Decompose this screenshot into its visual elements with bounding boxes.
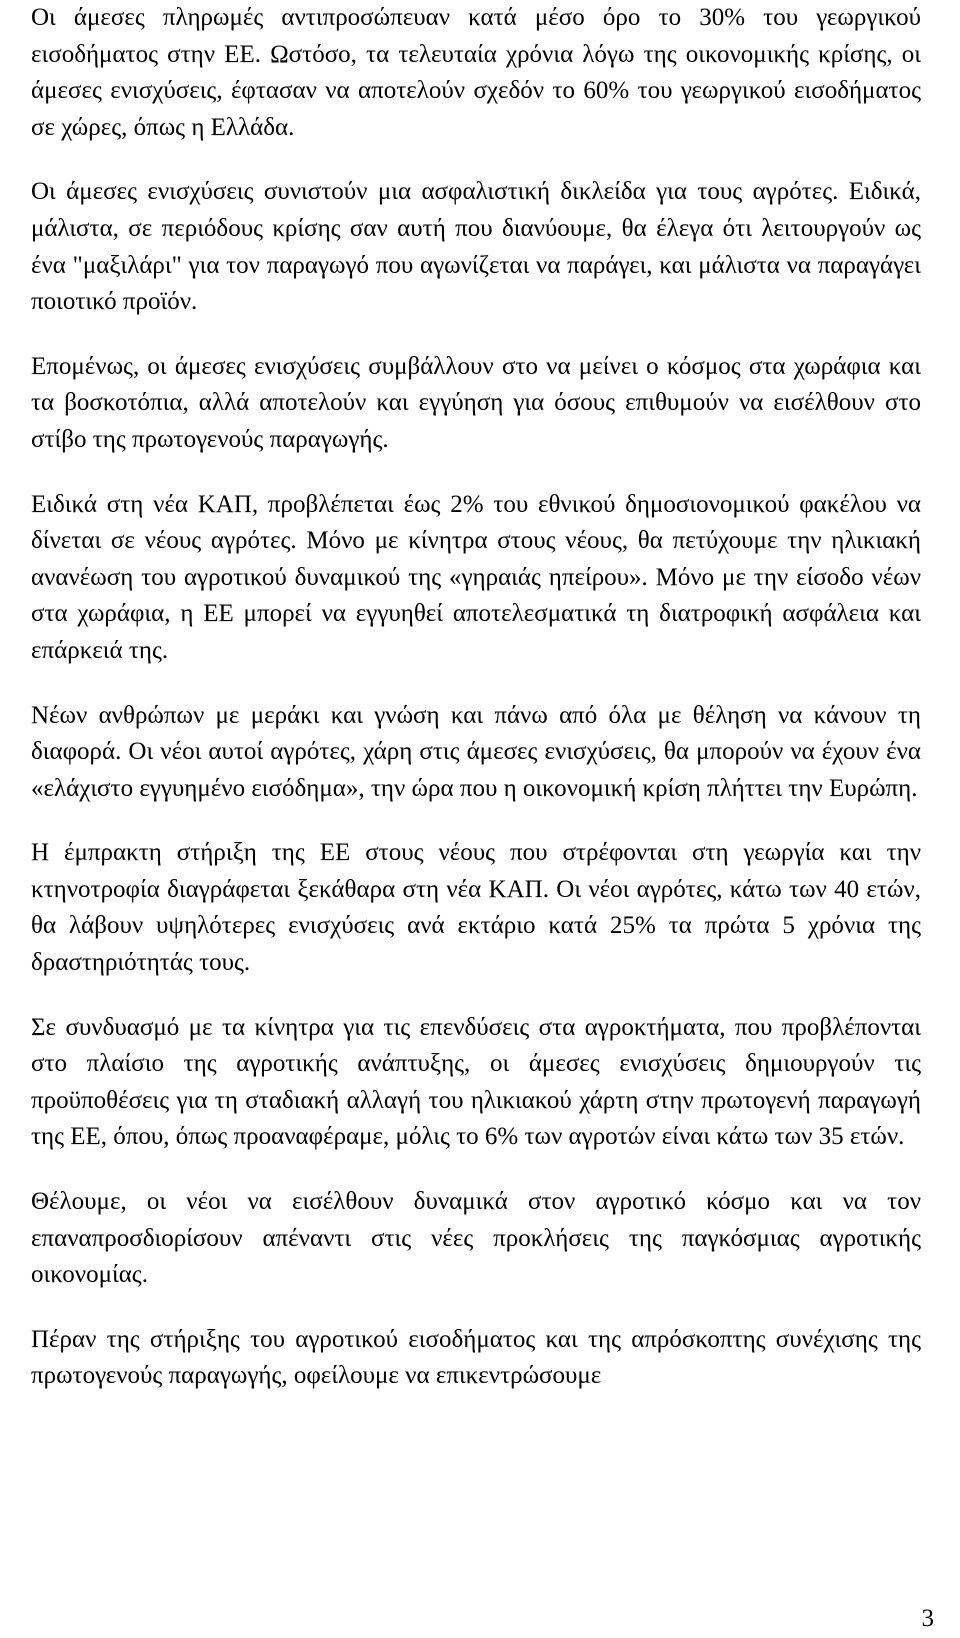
- paragraph-direct-payments-share: Οι άμεσες πληρωμές αντιπροσώπευαν κατά μέσο όρο το 30% του γεωργικού εισοδήματος στην ΕΕ. Ωστόσο, τα τελευταία χρόνια λόγω της οικονομικής κρίσης, οι άμεσες ενισχύσεις, έφτασαν να αποτελούν σχεδόν το 60% του γεωργικού εισοδήματος σε χώρες, όπως η Ελλάδα.: [31, 4, 921, 141]
- page-number: 3: [921, 1605, 934, 1632]
- paragraph-consequences: Επομένως, οι άμεσες ενισχύσεις συμβάλλουν στο να μείνει ο κόσμος στα χωράφια και τα βοσκοτόπια, αλλά αποτελούν και εγγύηση για όσους επιθυμούν να εισέλθουν στο στίβο της πρωτογενούς παραγωγής.: [31, 352, 921, 453]
- paragraph-eu-support: Η έμπρακτη στήριξη της ΕΕ στους νέους που στρέφονται στη γεωργία και την κτηνοτροφία διαγράφεται ξεκάθαρα στη νέα ΚΑΠ. Οι νέοι αγρότες, κάτω των 40 ετών, θα λάβουν υψηλότερες ενισχύσεις ανά εκτάριο κατά 25% τα πρώτα 5 χρόνια της δραστηριότητάς τους.: [31, 839, 921, 977]
- paragraph-investment-incentives: Σε συνδυασμό με τα κίνητρα για τις επενδύσεις στα αγροκτήματα, που προβλέπονται στο πλαίσιο της αγροτικής ανάπτυξης, οι άμεσες ενισχύσεις δημιουργούν τις προϋποθέσεις για τη σταδιακή αλλαγή του ηλικιακού χάρτη στην πρωτογενή παραγωγή της ΕΕ, όπου, όπως προαναφέραμε, μόλις το 6% των αγροτών είναι κάτω των 35 ετών.: [31, 1013, 921, 1151]
- paragraph-income-support: Πέραν της στήριξης του αγροτικού εισοδήματος και της απρόσκοπτης συνέχισης της πρωτογενούς παραγωγής, οφείλουμε να επικεντρώσουμε: [31, 1325, 921, 1390]
- paragraph-new-cap-young-farmers: Ειδικά στη νέα ΚΑΠ, προβλέπεται έως 2% του εθνικού δημοσιονομικού φακέλου να δίνεται σε νέους αγρότες. Μόνο με κίνητρα στους νέους, θα πετύχουμε την ηλικιακή ανανέωση του αγροτικού δυναμικού της «γηραιάς ηπείρου». Μόνο με την είσοδο νέων στα χωράφια, η ΕΕ μπορεί να εγγυηθεί αποτελεσματικά τη διατροφική ασφάλεια και επάρκειά της.: [31, 490, 921, 664]
- paragraph-young-people: Νέων ανθρώπων με μεράκι και γνώση και πάνω από όλα με θέληση να κάνουν τη διαφορά. Οι νέοι αυτοί αγρότες, χάρη στις άμεσες ενισχύσεις, θα μπορούν να έχουν ένα «ελάχιστο εγγυημένο εισόδημα», την ώρα που η οικονομική κρίση πλήττει την Ευρώπη.: [31, 701, 921, 802]
- paragraph-redefine-agriculture: Θέλουμε, οι νέοι να εισέλθουν δυναμικά στον αγροτικό κόσμο και να τον επαναπροσδιορίσουν απέναντι στις νέες προκλήσεις της παγκόσμιας αγροτικής οικονομίας.: [31, 1188, 921, 1289]
- paragraph-safety-valve: Οι άμεσες ενισχύσεις συνιστούν μια ασφαλιστική δικλείδα για τους αγρότες. Ειδικά, μάλιστα, σε περιόδους κρίσης σαν αυτή που διανύουμε, θα έλεγα ότι λειτουργούν ως ένα "μαξιλάρι" για τον παραγωγό που αγωνίζεται να παράγει, και μάλιστα να παραγάγει ποιοτικό προϊόν.: [31, 178, 921, 316]
- document-page: [31, 0, 921, 1423]
